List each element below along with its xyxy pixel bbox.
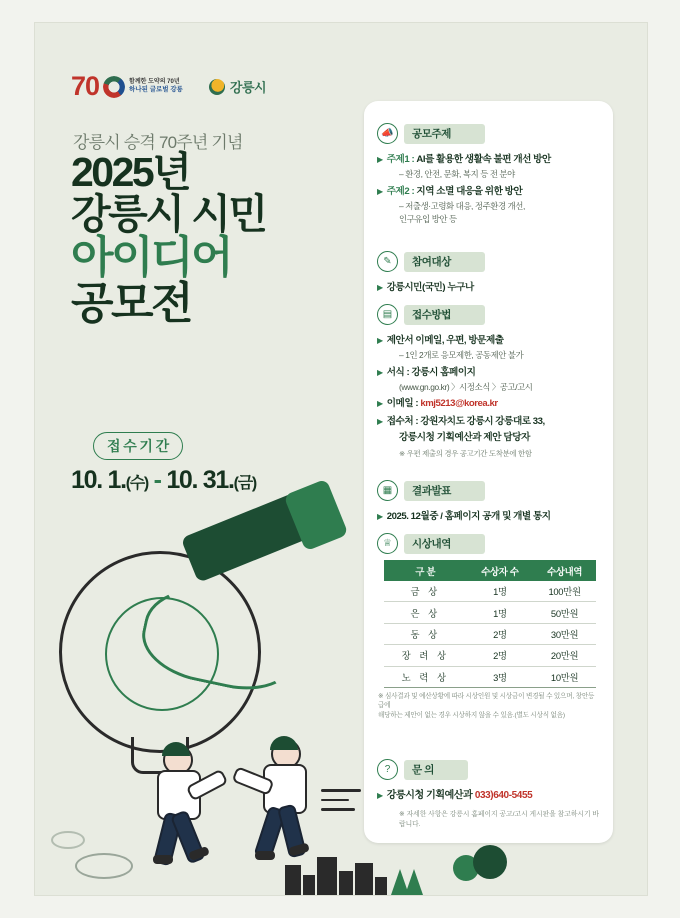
section-results-title: 결과발표	[404, 481, 485, 501]
period-badge: 접 수 기 간	[93, 432, 183, 460]
triangle-bullet-icon: ▶	[377, 399, 383, 409]
awards-note-line2: 해당하는 제안이 없는 경우 시상하지 않을 수 있음.(별도 시상식 없음)	[378, 711, 565, 719]
submission-2-sub: (www.gn.go.kr) 〉시정소식 〉공고/고시	[399, 381, 533, 392]
table-row	[384, 581, 596, 602]
award-prize: 20만원	[533, 645, 596, 666]
title-line-3: 아이디어	[71, 233, 232, 283]
person-running-right	[231, 739, 327, 863]
pencil-icon: ✎	[377, 251, 398, 272]
dust-cloud-icon	[75, 853, 133, 879]
table-row	[384, 602, 596, 623]
award-count: 1명	[467, 581, 534, 602]
swoosh-icon	[103, 76, 125, 98]
submission-row-2	[377, 366, 601, 380]
city-logo	[209, 77, 266, 96]
results-row	[377, 510, 601, 524]
anniversary-line1: 함께한 도약의 70년	[129, 79, 180, 86]
calendar-icon: ▦	[377, 480, 398, 501]
awards-table	[384, 560, 596, 688]
poster-kicker: 강릉시 승격 70주년 기념	[73, 133, 243, 152]
results-text: 2025. 12월중 / 홈페이지 공개 및 개별 통지	[386, 511, 551, 522]
award-count: 2명	[467, 623, 534, 644]
award-count: 2명	[467, 645, 534, 666]
triangle-bullet-icon: ▶	[377, 186, 383, 196]
contact-phone[interactable]: 033)640-5455	[474, 790, 533, 801]
section-submission-title: 접수방법	[404, 305, 485, 325]
section-eligibility-body	[364, 272, 613, 295]
period-dash: -	[153, 466, 161, 494]
topic-row-1	[377, 153, 601, 167]
period-range	[71, 466, 256, 495]
topic-2-text: 주제2 : 지역 소멸 대응을 위한 방안	[386, 185, 523, 197]
award-name: 노 력 상	[384, 666, 467, 687]
illustration	[35, 493, 415, 893]
anniversary-logo	[71, 73, 183, 100]
triangle-bullet-icon: ▶	[377, 791, 383, 800]
section-contact-title: 문 의	[404, 760, 468, 780]
awards-col-count: 수상자 수	[467, 560, 534, 581]
poster-canvas	[34, 22, 648, 896]
contact-row	[377, 789, 601, 804]
section-results-header	[364, 480, 613, 501]
eligibility-row	[377, 281, 601, 295]
section-results	[364, 480, 613, 524]
table-row	[384, 645, 596, 666]
award-name: 장 려 상	[384, 645, 467, 666]
award-name: 은 상	[384, 602, 467, 623]
dust-cloud-icon	[51, 831, 85, 849]
cityscape-icon	[285, 851, 415, 895]
info-card	[364, 101, 613, 843]
table-row	[384, 666, 596, 687]
logo-row	[71, 73, 266, 100]
submission-3-text: 이메일 : kmj5213@korea.kr	[386, 398, 498, 410]
award-name: 금 상	[384, 581, 467, 602]
submission-row-3	[377, 397, 601, 411]
period-end: 10. 31.	[166, 466, 234, 494]
trophy-icon: ♕	[377, 533, 398, 554]
person-shoe	[255, 851, 275, 860]
section-submission-body	[364, 325, 613, 459]
topic-1-text: 주제1 : AI를 활용한 생활속 불편 개선 방안	[386, 154, 551, 165]
person-shoe	[153, 855, 173, 864]
submission-4-note: ※ 우편 제출의 경우 공고기간 도착분에 한함	[399, 448, 532, 458]
period-end-day: (금)	[233, 475, 256, 492]
triangle-bullet-icon: ▶	[377, 283, 383, 292]
topic-row-2	[377, 185, 601, 199]
award-count: 1명	[467, 602, 534, 623]
section-topic-body	[364, 144, 613, 226]
title-line-4: 공모전	[71, 278, 192, 328]
speed-lines-icon	[321, 789, 361, 818]
section-eligibility-title: 참여대상	[404, 252, 485, 272]
city-logo-label: 강릉시	[229, 80, 267, 95]
submission-4-text-line2: 강릉시청 기획예산과 제안 담당자	[399, 432, 530, 444]
megaphone-icon: 📣	[377, 123, 398, 144]
title-line-1: 2025년	[71, 149, 190, 195]
award-count: 3명	[467, 666, 534, 687]
section-awards-title: 시상내역	[404, 534, 485, 554]
section-eligibility-header	[364, 251, 613, 272]
submission-row-4	[377, 415, 601, 429]
section-topic-title: 공모주제	[404, 124, 485, 144]
awards-col-division: 구 분	[384, 560, 467, 581]
section-contact	[364, 759, 613, 828]
awards-col-prize: 수상내역	[533, 560, 596, 581]
person-hair	[270, 736, 298, 750]
award-prize: 10만원	[533, 666, 596, 687]
award-prize: 30만원	[533, 623, 596, 644]
triangle-bullet-icon: ▶	[377, 336, 383, 345]
section-awards-header	[364, 533, 613, 554]
topic-2-sub-2: 인구유입 방안 등	[399, 214, 457, 225]
award-name: 동 상	[384, 623, 467, 644]
award-prize: 50만원	[533, 602, 596, 623]
topic-1-sub-1: – 환경, 안전, 문화, 복지 등 전 분야	[399, 169, 601, 181]
anniversary-line2: 하나된 글로벌 강릉	[129, 86, 183, 94]
submission-1-text: 제안서 이메일, 우편, 방문제출	[386, 335, 504, 346]
eligibility-text: 강릉시민(국민) 누구나	[386, 282, 474, 293]
triangle-bullet-icon: ▶	[377, 155, 383, 164]
award-prize: 100만원	[533, 581, 596, 602]
submission-1-sub: – 1인 2개로 응모제한, 공동제안 불가	[399, 350, 601, 362]
contact-note: ※ 자세한 사항은 강릉시 홈페이지 공고/고시 게시판을 참고하시기 바랍니다.	[399, 810, 599, 828]
section-submission	[364, 304, 613, 459]
anniversary-text	[129, 78, 183, 95]
period-start-day: (수)	[125, 475, 148, 492]
period-start: 10. 1.	[71, 466, 126, 494]
email-value[interactable]: kmj5213@korea.kr	[420, 398, 498, 410]
triangle-bullet-icon: ▶	[377, 417, 383, 427]
person-running-left	[141, 745, 231, 865]
table-row	[384, 623, 596, 644]
topic-2-sub-1: – 저출생·고령화 대응, 정주환경 개선,	[399, 201, 601, 213]
submission-row-1	[377, 334, 601, 348]
triangle-bullet-icon: ▶	[377, 512, 383, 521]
awards-table-header-row	[384, 560, 596, 581]
section-submission-header	[364, 304, 613, 325]
submission-2-text: 서식 : 강릉시 홈페이지	[386, 366, 476, 378]
anniversary-number: 70	[71, 71, 100, 101]
section-results-body	[364, 501, 613, 524]
section-eligibility	[364, 251, 613, 295]
section-contact-body	[364, 780, 613, 828]
awards-note-line1: ※ 심사결과 및 예산상황에 따라 시상인원 및 시상금이 변경될 수 있으며, 창안등급에	[378, 692, 595, 710]
section-topic-header	[364, 123, 613, 144]
contact-text	[387, 789, 533, 804]
triangle-bullet-icon: ▶	[377, 367, 383, 377]
document-icon: ▤	[377, 304, 398, 325]
section-topic	[364, 123, 613, 226]
title-line-2: 강릉시 시민	[71, 191, 266, 238]
city-mark-icon	[209, 79, 225, 95]
section-awards	[364, 533, 613, 721]
contact-dept: 강릉시청 기획예산과	[386, 790, 475, 801]
section-contact-header	[364, 759, 613, 780]
page-title	[71, 151, 371, 326]
submission-4-text: 접수처 : 강원자치도 강릉시 강릉대로 33,	[386, 416, 545, 428]
person-hair	[162, 742, 190, 756]
question-icon: ?	[377, 759, 398, 780]
